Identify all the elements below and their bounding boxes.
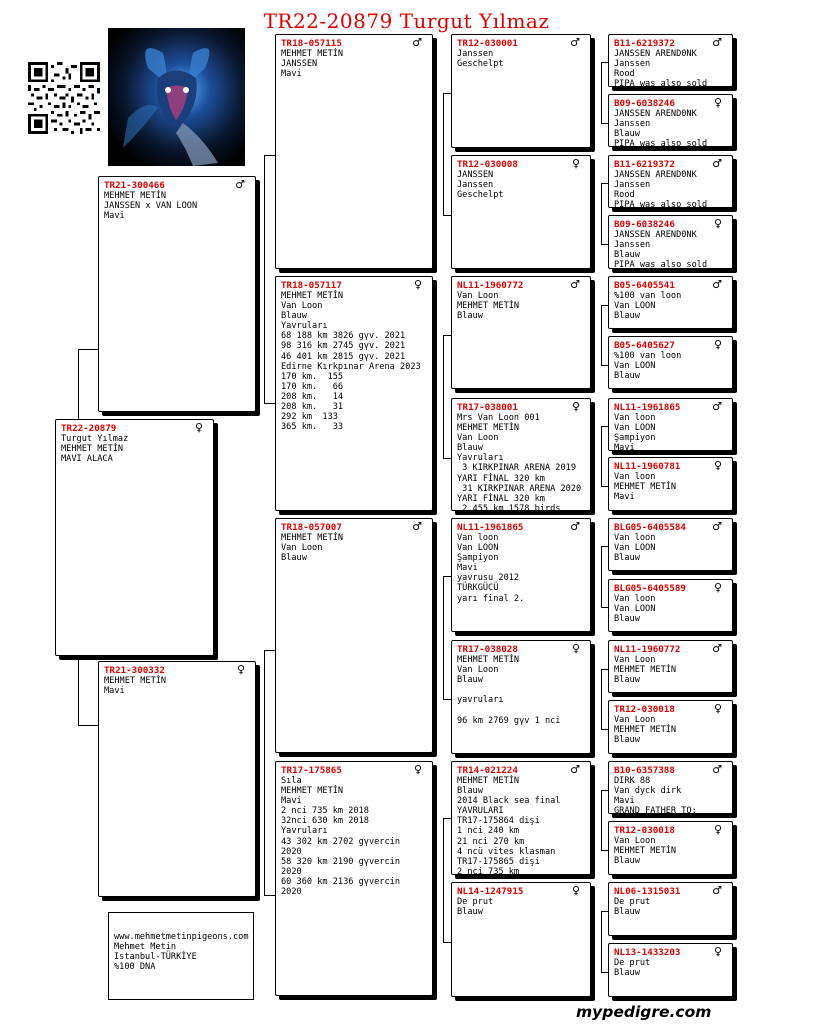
pigeon-info-line: yarı final 2.: [457, 593, 525, 604]
ring-number: TR12-030001: [457, 38, 518, 49]
pigeon-info-line: Mavi: [614, 492, 635, 503]
pigeon-card-gen4[interactable]: [608, 579, 733, 632]
ring-number: B09-6038246: [614, 219, 675, 230]
connector-line: [601, 62, 608, 63]
male-icon: ♂: [570, 763, 580, 776]
pigeon-info-line: 60 360 km 2136 gүvercin: [281, 876, 400, 887]
pigeon-info-line: YARI FİNAL 320 km: [457, 473, 545, 484]
pigeon-info-line: 46 401 km 2815 gүv. 2021: [281, 351, 406, 362]
pigeon-card-sire-dam[interactable]: [275, 276, 433, 511]
pigeon-info-line: PIPA was also sold: [614, 200, 708, 208]
connector-line: [443, 818, 451, 819]
connector-line: [601, 607, 608, 608]
ring-number: NL13-1433203: [614, 947, 681, 958]
pigeon-info-line: Blauw: [457, 907, 483, 918]
male-icon: ♂: [412, 36, 422, 49]
pigeon-info-line: JANSSEN AREND0NK: [614, 170, 697, 180]
ring-number: B11-6219372: [614, 159, 675, 170]
connector-line: [78, 725, 98, 726]
connector-line: [443, 576, 444, 699]
male-icon: ♂: [712, 157, 722, 170]
pigeon-card-gen3[interactable]: [451, 640, 591, 754]
connector-line: [601, 850, 608, 851]
pigeon-info-line: Van LOON: [614, 361, 656, 372]
ring-number: NL11-1960781: [614, 461, 681, 472]
pigeon-info-line: Blauw: [614, 907, 640, 918]
ring-number: TR12-030008: [457, 159, 518, 170]
pigeon-info-line: Van LOON: [614, 301, 656, 312]
connector-line: [601, 486, 608, 487]
ring-number: TR21-300466: [104, 180, 165, 191]
pigeon-info-line: Şampiyon: [614, 433, 656, 444]
connector-line: [601, 790, 608, 791]
female-icon: ♀: [413, 278, 422, 291]
pigeon-info-line: 2020: [281, 846, 302, 857]
ring-number: TR12-030018: [614, 704, 675, 715]
pigeon-info-line: Janssen: [457, 49, 494, 59]
pigeon-info-line: Van Loon: [281, 301, 323, 312]
pigeon-info-line: Sıla: [281, 776, 302, 786]
male-icon: ♂: [712, 36, 722, 49]
pigeon-info-line: Geschelpt: [457, 59, 504, 70]
ring-number: B05-6405541: [614, 280, 675, 291]
pigeon-info-line: Van LOON: [457, 543, 499, 554]
connector-line: [443, 335, 451, 336]
connector-line: [601, 305, 602, 365]
pigeon-card-gen4[interactable]: [608, 34, 733, 87]
ring-number: NL11-1961865: [614, 402, 681, 413]
pigeon-info-line: Janssen: [457, 180, 494, 191]
pigeon-info-line: Yavruları: [281, 826, 328, 837]
connector-line: [443, 335, 444, 458]
ring-number: BLG05-6405589: [614, 583, 686, 594]
pigeon-info-line: Van loon: [614, 594, 656, 604]
pigeon-info-line: 43 302 km 2702 gүvercin: [281, 836, 400, 847]
pigeon-info-line: Blauw: [457, 675, 483, 686]
brand-logo[interactable]: mypedigre.com: [576, 1003, 712, 1021]
pigeon-info-line: YAVRULARI: [457, 806, 504, 817]
pigeon-info-line: MEHMET METİN: [457, 423, 520, 434]
pigeon-info-line: MEHMET METİN: [457, 776, 520, 786]
pigeon-info-line: PIPA was also sold: [614, 260, 708, 269]
pigeon-info-line: Blauw: [457, 443, 483, 454]
pigeon-card-gen4[interactable]: [608, 155, 733, 208]
female-icon: ♀: [713, 338, 722, 351]
female-icon: ♀: [571, 642, 580, 655]
pigeon-info-line: TÜRKGÜCÜ: [457, 583, 499, 594]
connector-line: [601, 669, 602, 729]
pigeon-info-line: MEHMET METİN: [457, 655, 520, 665]
pigeon-info-line: 170 km. 155: [281, 371, 344, 382]
ring-number: TR21-300332: [104, 665, 165, 676]
pigeon-info-line: Van Loon: [281, 543, 323, 554]
pigeon-info-line: Van loon: [457, 533, 499, 543]
pigeon-card-gen4[interactable]: [608, 821, 733, 875]
connector-line: [78, 349, 98, 350]
pigeon-info-line: 32nci 630 km 2018: [281, 816, 369, 827]
connector-line: [443, 699, 451, 700]
pigeon-info-line: Van loon: [614, 472, 656, 482]
connector-line: [601, 244, 608, 245]
pigeon-info-line: De prut: [457, 897, 494, 907]
male-icon: ♂: [570, 36, 580, 49]
ring-number: B09-6038246: [614, 98, 675, 109]
female-icon: ♀: [713, 702, 722, 715]
pigeon-info-line: MEHMET METİN: [457, 301, 520, 312]
pigeon-card-gen4[interactable]: [608, 700, 733, 754]
connector-line: [443, 576, 451, 577]
female-icon: ♀: [713, 217, 722, 230]
ring-number: NL11-1960772: [614, 644, 681, 655]
ring-number: TR18-057117: [281, 280, 342, 291]
connector-line: [264, 403, 275, 404]
pigeon-info-line: Van loon: [614, 533, 656, 543]
male-icon: ♂: [712, 520, 722, 533]
pigeon-info-line: 2014 Black sea final: [457, 796, 561, 807]
pigeon-info-line: Şampiyon: [457, 553, 499, 564]
connector-line: [601, 365, 608, 366]
female-icon: ♀: [194, 421, 203, 434]
pigeon-info-line: 2 455 km 1578 birds: [457, 503, 561, 511]
pigeon-info-line: MEHMET METİN: [61, 444, 124, 455]
pigeon-info-line: 96 km 2769 gүv 1 nci: [457, 715, 561, 726]
pigeon-info-line: %100 van loon: [614, 291, 682, 301]
pigeon-card-gen4[interactable]: [608, 457, 733, 511]
pigeon-info-line: Yavruları: [281, 321, 328, 332]
pigeon-info-line: 1 nci 240 km: [457, 826, 520, 837]
female-icon: ♀: [713, 945, 722, 958]
male-icon: ♂: [712, 884, 722, 897]
male-icon: ♂: [712, 278, 722, 291]
ring-number: TR12-030018: [614, 825, 675, 836]
pigeon-info-line: PIPA was also sold: [614, 79, 708, 87]
pigeon-card-gen4[interactable]: [608, 518, 733, 571]
pigeon-info-line: MEHMET METİN: [614, 482, 677, 493]
pigeon-card-gen3[interactable]: [451, 276, 591, 389]
connector-line: [601, 426, 608, 427]
pigeon-info-line: MEHMET METİN: [614, 725, 677, 736]
connector-line: [264, 650, 265, 895]
pigeon-info-line: DIRK 88: [614, 776, 651, 786]
info-line: www.mehmetmetinpigeons.com: [114, 932, 249, 942]
pigeon-info-line: Geschelpt: [457, 190, 504, 201]
connector-line: [601, 183, 608, 184]
pigeon-info-line: MEHMET METİN: [281, 49, 344, 59]
connector-line: [601, 911, 608, 912]
pigeon-info-line: JANSSEN AREND0NK: [614, 109, 697, 119]
pigeon-info-line: MEHMET METİN: [104, 191, 167, 201]
connector-line: [264, 895, 275, 896]
pigeon-card-gen3[interactable]: [451, 761, 591, 875]
female-icon: ♀: [713, 459, 722, 472]
pigeon-card-gen4[interactable]: [608, 761, 733, 814]
pigeon-info-line: Edirne Kırkpınar Arena 2023: [281, 361, 421, 372]
pigeon-info-line: Van Loon: [614, 836, 656, 846]
male-icon: ♂: [412, 520, 422, 533]
breeder-info-box: [108, 912, 254, 1000]
pigeon-info-line: MEHMET METİN: [614, 665, 677, 676]
pigeon-info-line: Blauw: [614, 129, 640, 140]
pigeon-info-line: Van LOON: [614, 604, 656, 615]
male-icon: ♂: [570, 520, 580, 533]
pigeon-card-sire[interactable]: [98, 176, 256, 412]
pigeon-info-line: JANSSEN x VAN LOON: [104, 201, 198, 212]
pigeon-card-gen4[interactable]: [608, 882, 733, 936]
pigeon-info-line: Mavi: [104, 686, 125, 697]
pigeon-info-line: Blauw: [614, 856, 640, 867]
connector-line: [443, 818, 444, 942]
pigeon-info-line: TR17-175865 dişi: [457, 856, 540, 867]
pigeon-info-line: 208 km. 14: [281, 391, 344, 402]
pigeon-info-line: 292 km 133: [281, 412, 338, 423]
ring-number: TR14-021224: [457, 765, 518, 776]
pigeon-info-line: Yavruları: [457, 453, 504, 464]
pedigree-title: TR22-20879 Turgut Yılmaz: [263, 9, 550, 33]
ring-number: NL11-1960772: [457, 280, 524, 291]
pigeon-info-line: 208 km. 31: [281, 402, 344, 413]
pigeon-info-line: Van LOON: [614, 423, 656, 434]
pigeon-info-line: Blauw: [614, 614, 640, 625]
pigeon-card-dam-sire[interactable]: [275, 518, 433, 753]
pigeon-card-gen3[interactable]: [451, 155, 591, 269]
pigeon-card-gen3[interactable]: [451, 882, 591, 997]
female-icon: ♀: [713, 96, 722, 109]
pigeon-info-line: Janssen: [614, 119, 651, 130]
pigeon-info-line: 58 320 km 2190 gүvercin: [281, 856, 400, 867]
pigeon-info-line: Mavi: [457, 563, 478, 574]
ring-number: NL11-1961865: [457, 522, 524, 533]
connector-line: [601, 123, 608, 124]
connector-line: [601, 305, 608, 306]
pigeon-info-line: Blauw: [457, 311, 483, 322]
pigeon-info-line: Blauw: [614, 968, 640, 979]
pigeon-card-gen4[interactable]: [608, 94, 733, 147]
pigeon-info-line: yavruları: [457, 695, 504, 706]
ring-number: BLG05-6405584: [614, 522, 686, 533]
pigeon-info-line: Mavi: [281, 69, 302, 80]
male-icon: ♂: [235, 178, 245, 191]
pigeon-card-dam[interactable]: [98, 661, 256, 897]
ring-number: B05-6405627: [614, 340, 675, 351]
pigeon-info-line: [457, 685, 585, 695]
male-icon: ♂: [712, 642, 722, 655]
connector-line: [443, 215, 451, 216]
connector-line: [443, 458, 451, 459]
ring-number: TR17-038001: [457, 402, 518, 413]
pigeon-info-line: Van LOON: [614, 543, 656, 554]
connector-line: [601, 546, 608, 547]
pigeon-info-line: 2 nci 735 km: [457, 866, 520, 875]
pigeon-info-line: Van loon: [614, 413, 656, 423]
pigeon-card-gen3[interactable]: [451, 398, 591, 511]
pigeon-info-line: Blauw: [614, 735, 640, 746]
pigeon-info-line: Blauw: [614, 250, 640, 261]
pigeon-info-line: Mavi: [614, 443, 635, 451]
connector-line: [601, 669, 608, 670]
pigeon-info-line: Van Loon: [457, 433, 499, 444]
ring-number: TR17-038028: [457, 644, 518, 655]
info-line: Istanbul-TÜRKİYE: [114, 952, 197, 963]
ring-number: B10-6357388: [614, 765, 675, 776]
pigeon-info-line: Van Loon: [614, 655, 656, 665]
connector-line: [601, 972, 608, 973]
pigeon-info-line: MEHMET METİN: [281, 291, 344, 301]
pigeon-info-line: Van dyck dirk: [614, 786, 682, 797]
pigeon-info-line: Van Loon: [614, 715, 656, 725]
pigeon-info-line: MEHMET METİN: [614, 846, 677, 857]
female-icon: ♀: [713, 581, 722, 594]
pigeon-info-line: Blauw: [614, 675, 640, 686]
pigeon-info-line: 2020: [281, 887, 302, 898]
female-icon: ♀: [713, 823, 722, 836]
pigeon-info-line: Blauw: [457, 786, 483, 797]
pigeon-info-line: JANSSEN AREND0NK: [614, 230, 697, 240]
ring-number: TR22-20879: [61, 423, 117, 434]
pigeon-info-line: MAVI ALACA: [61, 454, 113, 465]
pigeon-info-line: %100 van loon: [614, 351, 682, 361]
pigeon-info-line: Rood: [614, 190, 635, 201]
pigeon-info-line: Janssen: [614, 180, 651, 191]
pigeon-info-line: JANSSEN AREND0NK: [614, 49, 697, 59]
connector-line: [443, 93, 451, 94]
female-icon: ♀: [571, 157, 580, 170]
pigeon-info-line: 2 nci 735 km 2018: [281, 806, 369, 817]
connector-line: [601, 426, 602, 486]
connector-line: [601, 790, 602, 850]
pigeon-info-line: PIPA was also sold: [614, 139, 708, 147]
pigeon-info-line: Janssen: [614, 240, 651, 251]
connector-line: [264, 650, 275, 651]
pigeon-info-line: Janssen: [614, 59, 651, 70]
pigeon-info-line: Rood: [614, 69, 635, 80]
male-icon: ♂: [712, 763, 722, 776]
pigeon-info-line: yavrusu 2012: [457, 573, 520, 584]
pigeon-info-line: Van Loon: [457, 665, 499, 676]
qr-code-icon[interactable]: [28, 62, 100, 134]
pigeon-info-line: Blauw: [281, 311, 307, 322]
connector-line: [601, 546, 602, 607]
pigeon-info-line: Blauw: [281, 553, 307, 564]
ring-number: NL06-1315031: [614, 886, 681, 897]
pigeon-info-line: Mavi: [104, 211, 125, 222]
connector-line: [601, 729, 608, 730]
pigeon-info-line: Blauw: [614, 553, 640, 564]
pigeon-card-gen3[interactable]: [451, 518, 591, 632]
pigeon-info-line: YARI FİNAL 320 km: [457, 493, 545, 504]
pigeon-info-line: Mrs Van Loon 001: [457, 413, 540, 423]
female-icon: ♀: [571, 884, 580, 897]
pigeon-info-line: 170 km. 66: [281, 381, 344, 392]
pigeon-info-line: MEHMET METİN: [281, 786, 344, 797]
pigeon-info-line: 3 KIRKPINAR ARENA 2019: [457, 463, 576, 474]
ring-number: B11-6219372: [614, 38, 675, 49]
info-line: Mehmet Metin: [114, 942, 177, 953]
pigeon-info-line: Mavi: [281, 796, 302, 807]
male-icon: ♂: [570, 278, 580, 291]
connector-line: [601, 911, 602, 972]
pigeon-card-gen4[interactable]: [608, 398, 733, 451]
pigeon-info-line: De prut: [614, 897, 651, 907]
dragon-photo: [108, 28, 245, 166]
pigeon-info-line: 4 ncü vites klasman: [457, 846, 556, 857]
connector-line: [601, 62, 602, 123]
ring-number: TR18-057007: [281, 522, 342, 533]
pigeon-info-line: JANSSEN: [457, 170, 494, 180]
pigeon-info-line: MEHMET METİN: [281, 533, 344, 543]
pigeon-card-dam-dam[interactable]: [275, 761, 433, 996]
ring-number: NL14-1247915: [457, 886, 524, 897]
connector-line: [443, 93, 444, 215]
female-icon: ♀: [236, 663, 245, 676]
pigeon-info-line: GRAND FATHER TO:: [614, 806, 697, 814]
pigeon-card-subject[interactable]: [55, 419, 214, 656]
pigeon-info-line: 365 km. 33: [281, 422, 344, 433]
pigeon-info-line: 31 KIRKPINAR ARENA 2020: [457, 483, 582, 494]
pigeon-info-line: De prut: [614, 958, 651, 968]
pigeon-card-gen4[interactable]: [608, 215, 733, 269]
pigeon-info-line: Mavi: [614, 796, 635, 807]
pigeon-info-line: 2020: [281, 866, 302, 877]
pigeon-info-line: JANSSEN: [281, 59, 318, 70]
pigeon-info-line: 98 316 km 2745 gүv. 2021: [281, 341, 406, 352]
info-line: %100 DNA: [114, 962, 156, 973]
pigeon-card-gen4[interactable]: [608, 276, 733, 329]
pigeon-card-gen4[interactable]: [608, 943, 733, 997]
pigeon-info-line: Blauw: [614, 371, 640, 382]
connector-line: [264, 155, 275, 156]
pigeon-card-gen3[interactable]: [451, 34, 591, 148]
connector-line: [601, 183, 602, 244]
female-icon: ♀: [571, 400, 580, 413]
connector-line: [264, 155, 265, 403]
pigeon-info-line: TR17-175864 dişi: [457, 816, 540, 827]
pigeon-card-gen4[interactable]: [608, 640, 733, 693]
connector-line: [443, 942, 451, 943]
pigeon-info-line: Blauw: [614, 311, 640, 322]
female-icon: ♀: [413, 763, 422, 776]
pigeon-info-line: Turgut Yılmaz: [61, 434, 129, 444]
pigeon-info-line: 21 nci 270 km: [457, 836, 525, 847]
pigeon-card-gen4[interactable]: [608, 336, 733, 389]
ring-number: TR17-175865: [281, 765, 342, 776]
male-icon: ♂: [712, 400, 722, 413]
ring-number: TR18-057115: [281, 38, 342, 49]
pigeon-info-line: [457, 705, 585, 715]
pigeon-info-line: MEHMET METİN: [104, 676, 167, 686]
pigeon-info-line: Van Loon: [457, 291, 499, 301]
pigeon-info-line: 68 188 km 3826 gүv. 2021: [281, 331, 406, 342]
pigeon-card-sire-sire[interactable]: [275, 34, 433, 269]
